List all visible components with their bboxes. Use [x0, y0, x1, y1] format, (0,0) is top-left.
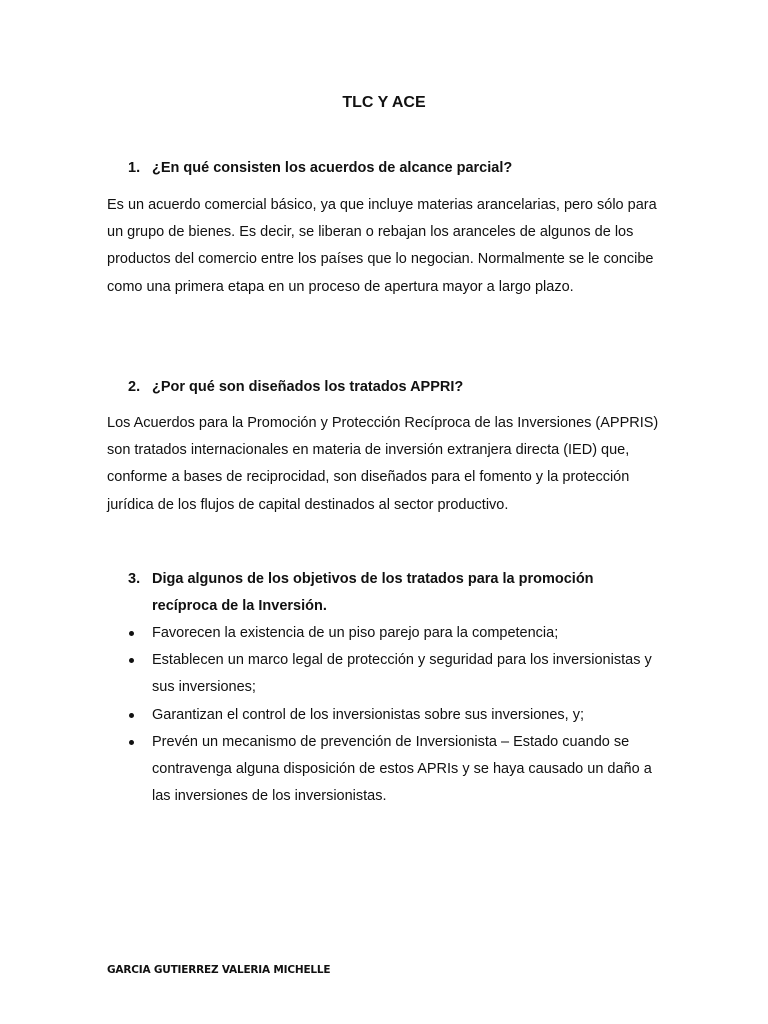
- question-3-number: 3.: [128, 571, 141, 587]
- question-2-text: ¿Por qué son diseñados los tratados APPRI?: [152, 379, 464, 395]
- list-item: [128, 729, 668, 811]
- question-2: [128, 374, 648, 401]
- answer-2: Los Acuerdos para la Promoción y Protección Recíproca de las Inversiones (APPRIS) son tratados internacionales en materia de inversión extranjera directa (IED) que, conforme a bases de reciprocidad, son diseñados para el fomento y la protección jurídica de los flujos de capital destinados al sector productivo.: [107, 415, 659, 513]
- list-item-text: Garantizan el control de los inversionistas sobre sus inversiones, y;: [152, 706, 584, 723]
- bullet-icon: [129, 658, 134, 663]
- question-2-number: 2.: [128, 379, 141, 395]
- bullet-icon: [129, 631, 134, 636]
- list-item-text: Prevén un mecanismo de prevención de Inversionista – Estado cuando se contravenga alguna disposición de estos APRIs y se haya causado un daño a las inversiones de los inversionistas.: [152, 733, 652, 805]
- document-title: TLC Y ACE: [342, 94, 426, 111]
- list-item-text: Favorecen la existencia de un piso parejo para la competencia;: [152, 625, 559, 641]
- question-1-text: ¿En qué consisten los acuerdos de alcance parcial?: [152, 160, 513, 176]
- list-item: [128, 647, 668, 701]
- question-3: [128, 566, 648, 620]
- bullet-icon: [129, 740, 134, 745]
- list-item-text: Establecen un marco legal de protección y seguridad para los inversionistas y sus inversiones;: [152, 652, 652, 696]
- author-footer: GARCIA GUTIERREZ VALERIA MICHELLE: [107, 964, 331, 976]
- list-item: [128, 620, 668, 647]
- question-1-number: 1.: [128, 160, 141, 176]
- objectives-list: [128, 620, 668, 810]
- bullet-icon: [129, 713, 134, 718]
- list-item: [128, 702, 668, 729]
- question-1: [128, 155, 648, 182]
- answer-1: Es un acuerdo comercial básico, ya que incluye materias arancelarias, pero sólo para un grupo de bienes. Es decir, se liberan o rebajan los aranceles de algunos de los productos del comercio entre los países que lo negocian. Normalmente se le concibe como una primera etapa en un proceso de apertura mayor a largo plazo.: [107, 197, 657, 295]
- question-3-text: Diga algunos de los objetivos de los tratados para la promoción recíproca de la Inversión.: [152, 571, 594, 614]
